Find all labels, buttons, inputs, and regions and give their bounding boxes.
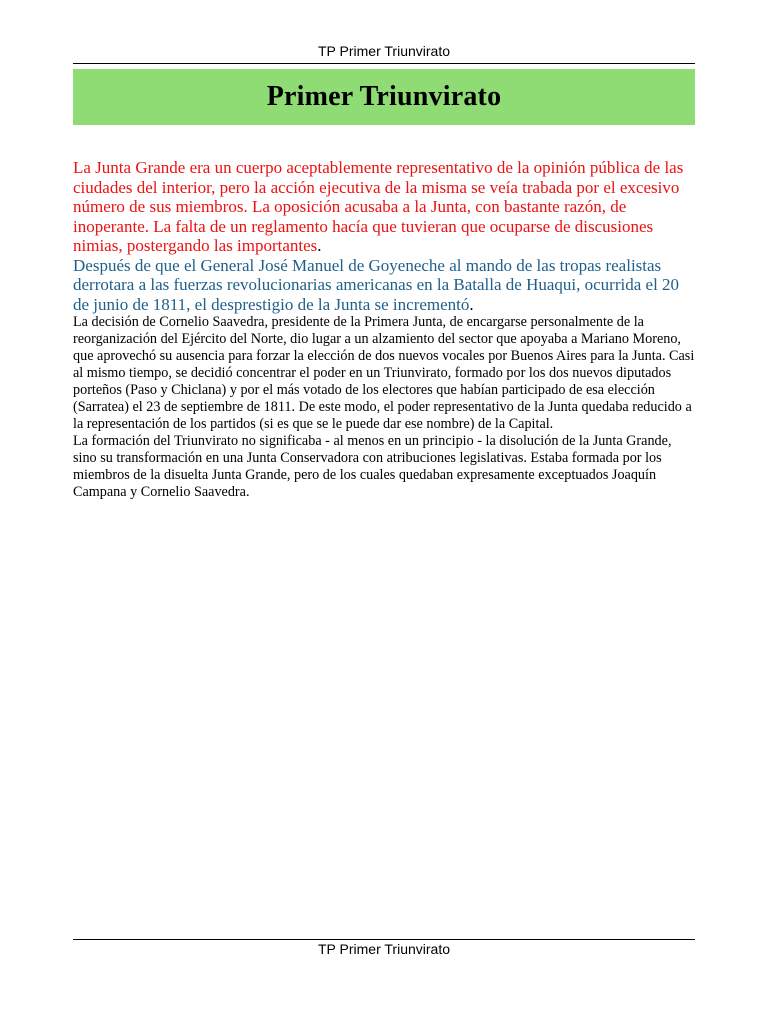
document-body	[73, 158, 697, 501]
paragraph-huaqui	[73, 256, 697, 315]
paragraph-huaqui-period: .	[469, 294, 474, 314]
paragraph-huaqui-text: Después de que el General José Manuel de Goyeneche al mando de las tropas realistas derrotara a las fuerzas revolucionarias americanas en la Batalla de Huaqui, ocurrida el 20 de junio de 1811, el desprestigio de la Junta se incrementó	[73, 255, 680, 314]
paragraph-junta-grande-period: .	[317, 236, 322, 255]
page-title: Primer Triunvirato	[266, 81, 502, 112]
header-divider	[73, 63, 695, 64]
paragraph-triunvirato: La formación del Triunvirato no significaba - al menos en un principio - la disolución de la Junta Grande, sino su transformación en una Junta Conservadora con atribuciones legislativas. Estaba formada por los miembros de la disuelta Junta Grande, pero de los cuales quedaban expresamente exceptuados Joaquín Campana y Cornelio Saavedra.	[73, 433, 672, 500]
title-banner	[73, 69, 695, 125]
page-footer: TP Primer Triunvirato	[318, 941, 450, 957]
page-header: TP Primer Triunvirato	[318, 43, 450, 59]
footer-divider	[73, 939, 695, 940]
paragraph-saavedra: La decisión de Cornelio Saavedra, presidente de la Primera Junta, de encargarse personalmente de la reorganización del Ejército del Norte, dio lugar a un alzamiento del sector que apoyaba a Mariano Moreno, que aprovechó su ausencia para forzar la elección de dos nuevos vocales por Buenos Aires para la Junta. Casi al mismo tiempo, se decidió concentrar el poder en un Triunvirato, formado por los dos nuevos diputados porteños (Paso y Chiclana) y por el más votado de los electores que habían participado de esa elección (Sarratea) el 23 de septiembre de 1811. De este modo, el poder representativo de la Junta quedaba reducido a la representación de los partidos (si es que se le puede dar ese nombre) de la Capital.	[73, 314, 695, 432]
paragraph-junta-grande-text: La Junta Grande era un cuerpo aceptablemente representativo de la opinión pública de las ciudades del interior, pero la acción ejecutiva de la misma se veía trabada por el excesivo número de sus miembros. La oposición acusaba a la Junta, con bastante razón, de inoperante. La falta de un reglamento hacía que tuvieran que ocuparse de discusiones nimias, postergando las importantes	[73, 158, 684, 255]
paragraph-junta-grande	[73, 158, 697, 256]
